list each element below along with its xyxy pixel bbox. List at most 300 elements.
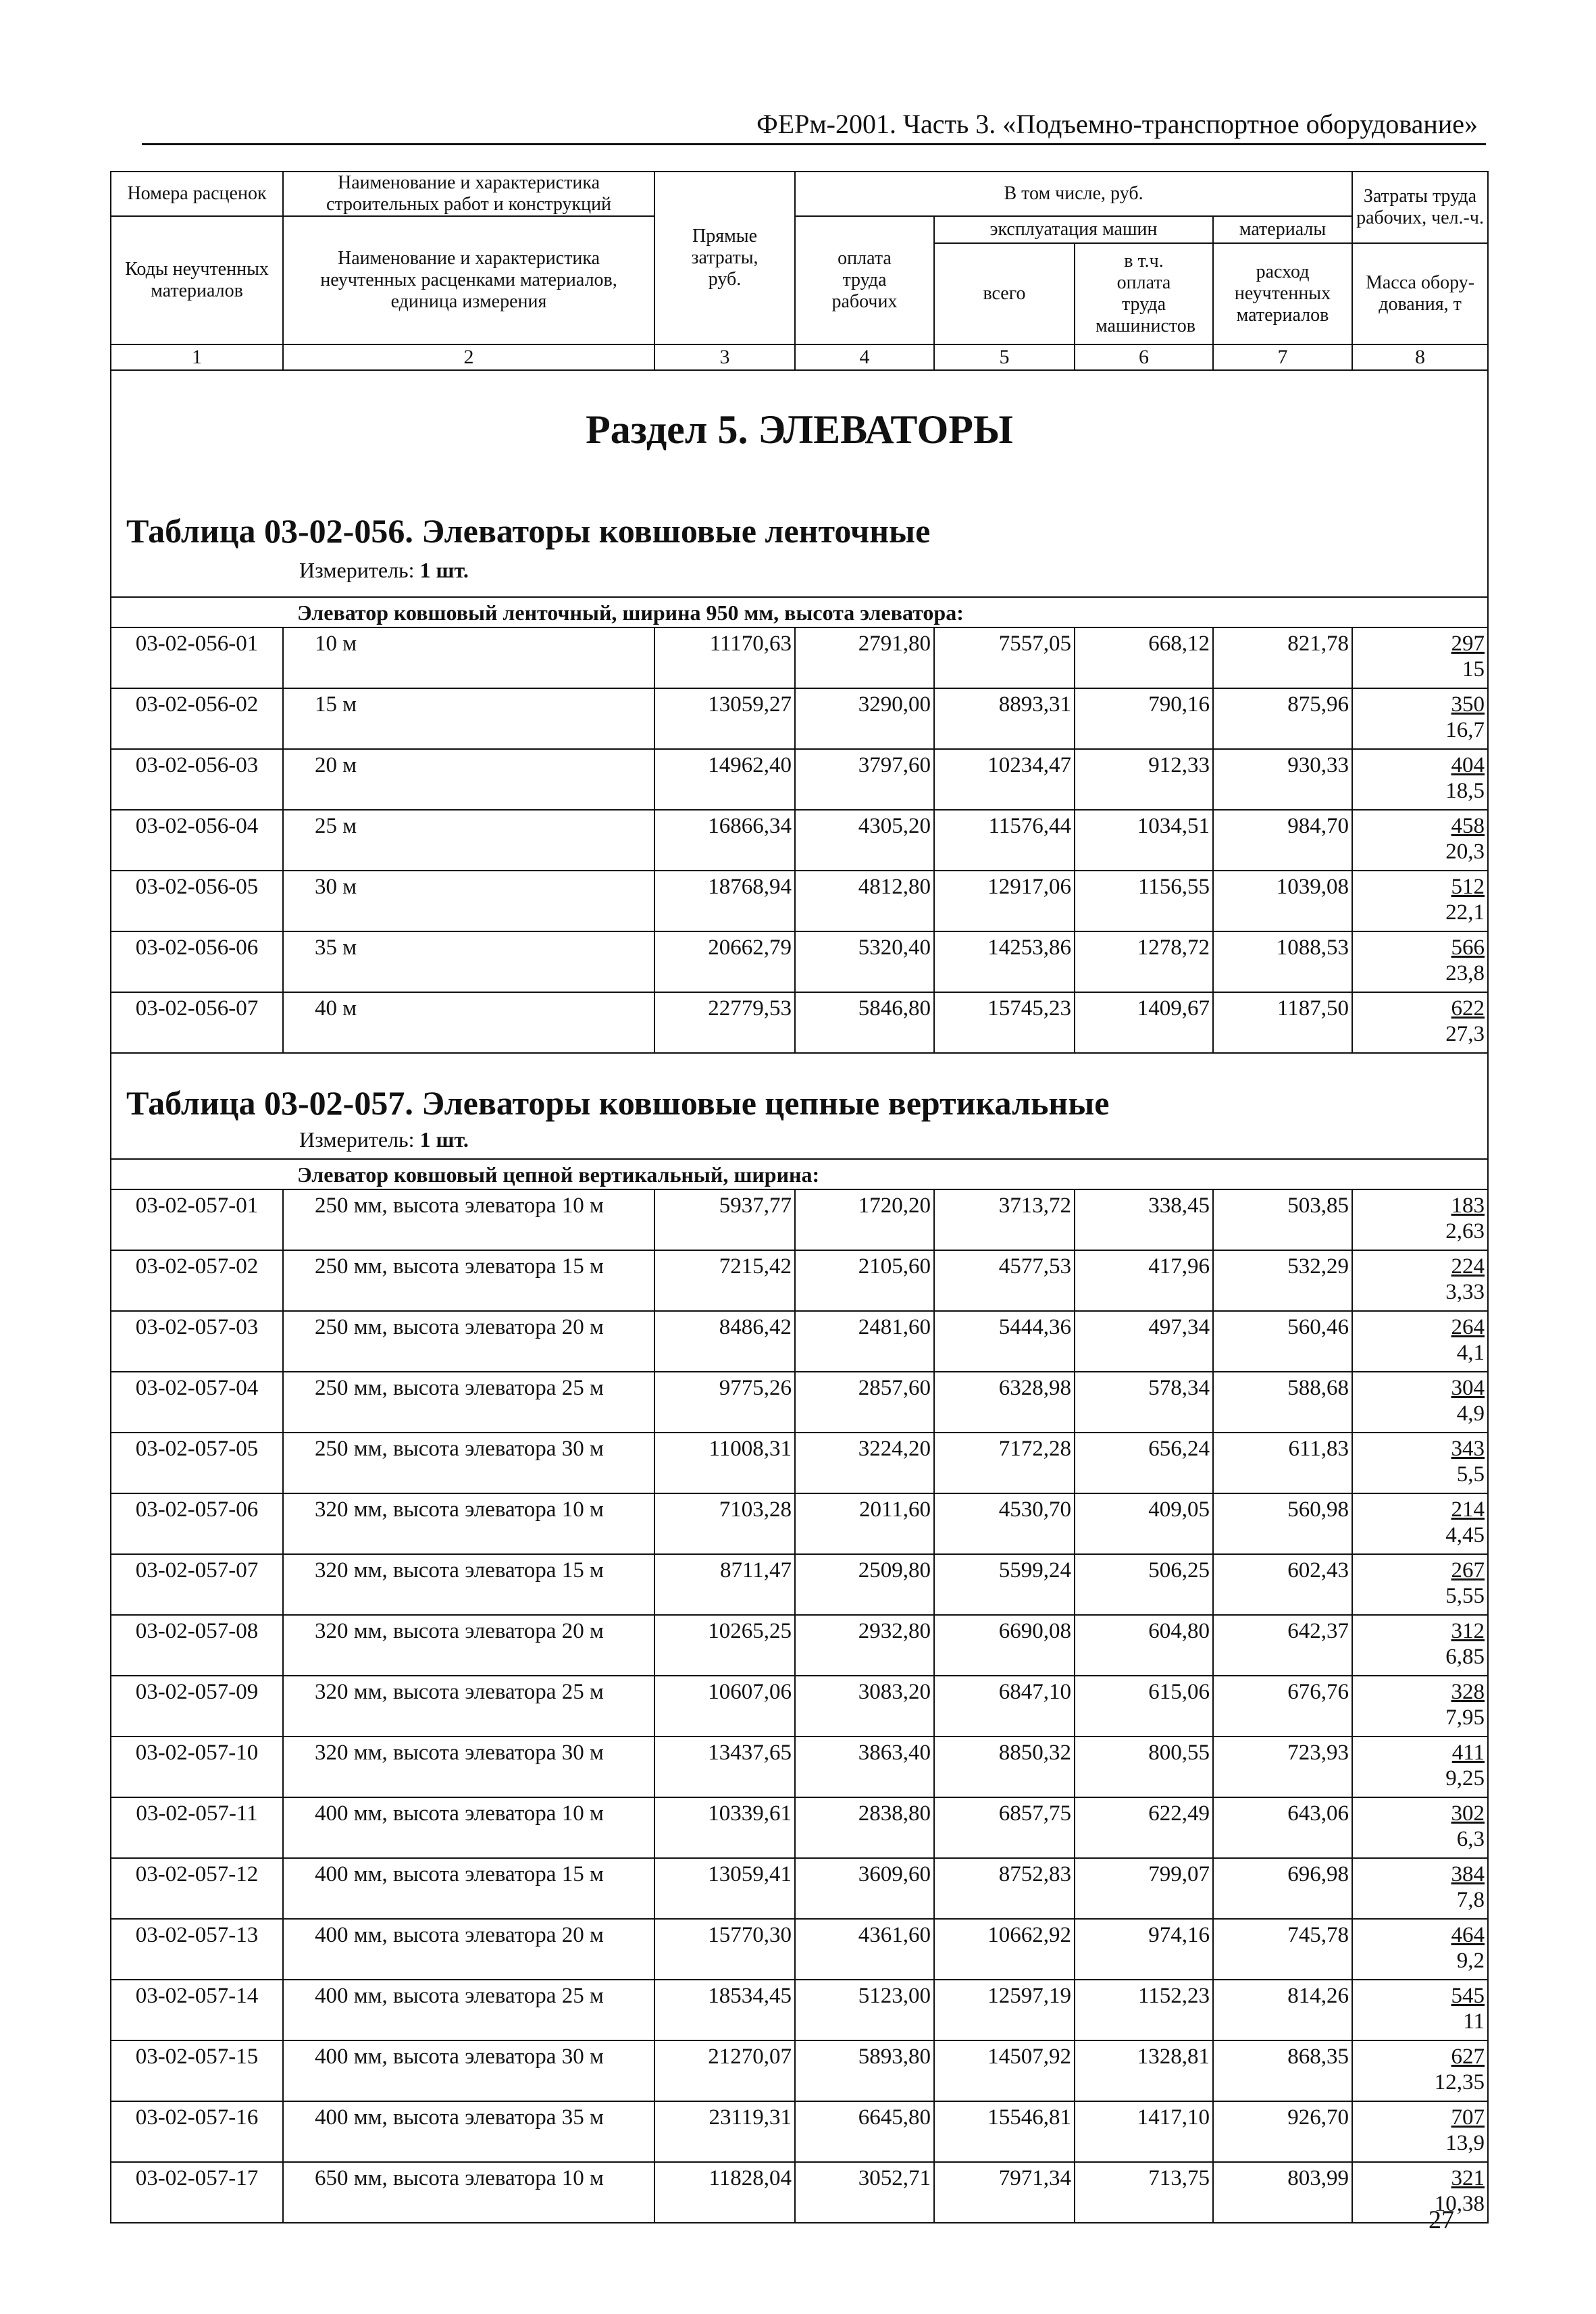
- equipment-mass: 13,9: [1445, 2131, 1485, 2155]
- machines-total: 14507,92: [934, 2040, 1075, 2101]
- rate-code: 03-02-057-06: [111, 1493, 283, 1554]
- labor-hours-and-mass: [1352, 1919, 1488, 1980]
- labor-pay: 2857,60: [795, 1372, 934, 1433]
- table-row: [111, 2162, 1488, 2223]
- machinist-pay: 615,06: [1075, 1676, 1213, 1737]
- direct-costs: 13059,41: [654, 1858, 795, 1919]
- labor-pay: 2481,60: [795, 1311, 934, 1372]
- machinist-pay: 800,55: [1075, 1737, 1213, 1797]
- equipment-mass: 6,3: [1456, 1827, 1485, 1851]
- col-machines-header: эксплуатация машин: [934, 216, 1213, 243]
- work-name: 25 м: [283, 810, 654, 871]
- machines-total: 5599,24: [934, 1554, 1075, 1615]
- labor-pay: 4361,60: [795, 1919, 934, 1980]
- rate-code: 03-02-056-06: [111, 931, 283, 992]
- labor-hours: 264: [1451, 1315, 1485, 1339]
- equipment-mass: 6,85: [1445, 1645, 1485, 1669]
- machines-total: 12597,19: [934, 1980, 1075, 2040]
- direct-costs: 8711,47: [654, 1554, 795, 1615]
- materials-cost: 1187,50: [1213, 992, 1352, 1053]
- col-number: 3: [654, 344, 795, 370]
- table-row: [111, 992, 1488, 1053]
- work-name: 250 мм, высота элеватора 30 м: [283, 1433, 654, 1493]
- labor-pay: 1720,20: [795, 1189, 934, 1250]
- work-name: 320 мм, высота элеватора 10 м: [283, 1493, 654, 1554]
- col-number: 1: [111, 344, 283, 370]
- rate-code: 03-02-056-07: [111, 992, 283, 1053]
- machinist-pay: 799,07: [1075, 1858, 1213, 1919]
- table-row: [111, 810, 1488, 871]
- table-row: [111, 2040, 1488, 2101]
- machines-total: 10662,92: [934, 1919, 1075, 1980]
- equipment-mass: 7,95: [1445, 1705, 1485, 1730]
- rate-code: 03-02-057-10: [111, 1737, 283, 1797]
- rate-code: 03-02-057-16: [111, 2101, 283, 2162]
- equipment-mass: 20,3: [1445, 840, 1485, 864]
- table-2-group-heading: Элеватор ковшовый цепной вертикальный, ширина:: [111, 1159, 1488, 1189]
- materials-cost: 1039,08: [1213, 871, 1352, 931]
- equipment-mass: 4,1: [1456, 1341, 1485, 1365]
- labor-hours: 312: [1451, 1619, 1485, 1643]
- direct-costs: 13437,65: [654, 1737, 795, 1797]
- table-row: [111, 871, 1488, 931]
- labor-hours-and-mass: [1352, 1311, 1488, 1372]
- equipment-mass: 12,35: [1434, 2070, 1485, 2094]
- machines-total: 6690,08: [934, 1615, 1075, 1676]
- equipment-mass: 9,25: [1445, 1766, 1485, 1791]
- table-1-title: Таблица 03-02-056. Элеваторы ковшовые ленточные: [126, 512, 931, 550]
- machines-total: 4577,53: [934, 1250, 1075, 1311]
- rate-code: 03-02-057-11: [111, 1797, 283, 1858]
- direct-costs: 11170,63: [654, 627, 795, 688]
- running-header: [142, 108, 1486, 145]
- direct-costs: 10339,61: [654, 1797, 795, 1858]
- work-name: 320 мм, высота элеватора 20 м: [283, 1615, 654, 1676]
- labor-hours-and-mass: [1352, 2162, 1488, 2223]
- materials-cost: 930,33: [1213, 749, 1352, 810]
- labor-pay: 3083,20: [795, 1676, 934, 1737]
- labor-pay: 5320,40: [795, 931, 934, 992]
- work-name: 400 мм, высота элеватора 15 м: [283, 1858, 654, 1919]
- machines-total: 5444,36: [934, 1311, 1075, 1372]
- work-name: 10 м: [283, 627, 654, 688]
- labor-hours-and-mass: [1352, 1737, 1488, 1797]
- labor-hours: 304: [1451, 1376, 1485, 1400]
- labor-hours: 707: [1451, 2105, 1485, 2130]
- equipment-mass: 7,8: [1456, 1888, 1485, 1912]
- materials-cost: 984,70: [1213, 810, 1352, 871]
- col-direct-costs-header: Прямые затраты, руб.: [654, 172, 795, 344]
- machines-total: 8850,32: [934, 1737, 1075, 1797]
- direct-costs: 7103,28: [654, 1493, 795, 1554]
- work-name: 400 мм, высота элеватора 30 м: [283, 2040, 654, 2101]
- labor-pay: 3052,71: [795, 2162, 934, 2223]
- machines-total: 6847,10: [934, 1676, 1075, 1737]
- labor-hours-and-mass: [1352, 1554, 1488, 1615]
- labor-hours: 183: [1451, 1193, 1485, 1218]
- table-2-caption: [111, 1053, 1488, 1159]
- labor-hours-and-mass: [1352, 1676, 1488, 1737]
- labor-hours: 297: [1451, 632, 1485, 656]
- work-name: 650 мм, высота элеватора 10 м: [283, 2162, 654, 2223]
- table-row: [111, 1493, 1488, 1554]
- labor-hours: 321: [1451, 2166, 1485, 2190]
- labor-hours-and-mass: [1352, 1858, 1488, 1919]
- rate-code: 03-02-057-09: [111, 1676, 283, 1737]
- table-2-unit: [299, 1127, 469, 1152]
- labor-hours: 458: [1451, 814, 1485, 838]
- labor-hours: 512: [1451, 875, 1485, 899]
- rate-code: 03-02-056-01: [111, 627, 283, 688]
- work-name: 35 м: [283, 931, 654, 992]
- machines-total: 7557,05: [934, 627, 1075, 688]
- materials-cost: 611,83: [1213, 1433, 1352, 1493]
- equipment-mass: 4,45: [1445, 1523, 1485, 1547]
- materials-cost: 532,29: [1213, 1250, 1352, 1311]
- labor-hours-and-mass: [1352, 931, 1488, 992]
- col-machines-total-header: всего: [934, 243, 1075, 344]
- machines-total: 15546,81: [934, 2101, 1075, 2162]
- machinist-pay: 1328,81: [1075, 2040, 1213, 2101]
- equipment-mass: 3,33: [1445, 1280, 1485, 1304]
- equipment-mass: 5,55: [1445, 1584, 1485, 1608]
- direct-costs: 7215,42: [654, 1250, 795, 1311]
- labor-hours-and-mass: [1352, 1189, 1488, 1250]
- machinist-pay: 622,49: [1075, 1797, 1213, 1858]
- table-row: [111, 1433, 1488, 1493]
- direct-costs: 9775,26: [654, 1372, 795, 1433]
- labor-pay: 2011,60: [795, 1493, 934, 1554]
- machines-total: 10234,47: [934, 749, 1075, 810]
- labor-hours-and-mass: [1352, 1980, 1488, 2040]
- labor-hours: 545: [1451, 1984, 1485, 2008]
- machinist-pay: 1417,10: [1075, 2101, 1213, 2162]
- col-equipment-mass-header: Масса обору-дования, т: [1352, 243, 1488, 344]
- machines-total: 4530,70: [934, 1493, 1075, 1554]
- materials-cost: 926,70: [1213, 2101, 1352, 2162]
- machinist-pay: 1409,67: [1075, 992, 1213, 1053]
- machines-total: 7172,28: [934, 1433, 1075, 1493]
- col-material-codes-header: Коды неучтенных материалов: [111, 216, 283, 344]
- labor-pay: 3797,60: [795, 749, 934, 810]
- machinist-pay: 1034,51: [1075, 810, 1213, 871]
- work-name: 20 м: [283, 749, 654, 810]
- work-name: 320 мм, высота элеватора 30 м: [283, 1737, 654, 1797]
- direct-costs: 11008,31: [654, 1433, 795, 1493]
- unit-value: 1 шт.: [419, 1127, 469, 1152]
- machinist-pay: 604,80: [1075, 1615, 1213, 1676]
- materials-cost: 560,98: [1213, 1493, 1352, 1554]
- labor-pay: 3863,40: [795, 1737, 934, 1797]
- machines-total: 3713,72: [934, 1189, 1075, 1250]
- labor-pay: 2791,80: [795, 627, 934, 688]
- labor-pay: 4305,20: [795, 810, 934, 871]
- table-1-body: [111, 627, 1488, 1053]
- materials-cost: 503,85: [1213, 1189, 1352, 1250]
- equipment-mass: 11: [1463, 2009, 1485, 2034]
- col-unaccounted-materials-header: расход неучтенных материалов: [1213, 243, 1352, 344]
- col-labor-hours-header: Затраты труда рабочих, чел.-ч.: [1352, 172, 1488, 243]
- direct-costs: 21270,07: [654, 2040, 795, 2101]
- labor-hours-and-mass: [1352, 1615, 1488, 1676]
- machines-total: 7971,34: [934, 2162, 1075, 2223]
- table-row: [111, 931, 1488, 992]
- work-name: 320 мм, высота элеватора 25 м: [283, 1676, 654, 1737]
- labor-pay: 2838,80: [795, 1797, 934, 1858]
- machinist-pay: 497,34: [1075, 1311, 1213, 1372]
- materials-cost: 868,35: [1213, 2040, 1352, 2101]
- materials-cost: 723,93: [1213, 1737, 1352, 1797]
- materials-cost: 821,78: [1213, 627, 1352, 688]
- col-materials-header: материалы: [1213, 216, 1352, 243]
- machines-total: 6857,75: [934, 1797, 1075, 1858]
- labor-pay: 3609,60: [795, 1858, 934, 1919]
- machinist-pay: 656,24: [1075, 1433, 1213, 1493]
- machinist-pay: 668,12: [1075, 627, 1213, 688]
- direct-costs: 8486,42: [654, 1311, 795, 1372]
- labor-hours-and-mass: [1352, 992, 1488, 1053]
- equipment-mass: 27,3: [1445, 1022, 1485, 1046]
- equipment-mass: 4,9: [1456, 1402, 1485, 1426]
- labor-hours: 224: [1451, 1254, 1485, 1279]
- rate-code: 03-02-057-01: [111, 1189, 283, 1250]
- materials-cost: 602,43: [1213, 1554, 1352, 1615]
- col-machinist-pay-header: в т.ч. оплата труда машинистов: [1075, 243, 1213, 344]
- rate-code: 03-02-056-03: [111, 749, 283, 810]
- work-name: 320 мм, высота элеватора 15 м: [283, 1554, 654, 1615]
- rate-code: 03-02-057-03: [111, 1311, 283, 1372]
- col-number: 7: [1213, 344, 1352, 370]
- rate-code: 03-02-056-05: [111, 871, 283, 931]
- table-row: [111, 1858, 1488, 1919]
- table-row: [111, 2101, 1488, 2162]
- work-name: 250 мм, высота элеватора 15 м: [283, 1250, 654, 1311]
- labor-hours-and-mass: [1352, 688, 1488, 749]
- materials-cost: 745,78: [1213, 1919, 1352, 1980]
- table-row: [111, 1797, 1488, 1858]
- rate-code: 03-02-057-17: [111, 2162, 283, 2223]
- work-name: 250 мм, высота элеватора 20 м: [283, 1311, 654, 1372]
- machinist-pay: 790,16: [1075, 688, 1213, 749]
- labor-hours: 302: [1451, 1801, 1485, 1826]
- table-row: [111, 1980, 1488, 2040]
- machinist-pay: 1156,55: [1075, 871, 1213, 931]
- materials-cost: 696,98: [1213, 1858, 1352, 1919]
- col-work-name-header: Наименование и характеристика строительных работ и конструкций: [283, 172, 654, 216]
- machinist-pay: 912,33: [1075, 749, 1213, 810]
- page-number: 27: [1428, 2206, 1454, 2234]
- equipment-mass: 18,5: [1445, 779, 1485, 803]
- table-row: [111, 1615, 1488, 1676]
- machines-total: 6328,98: [934, 1372, 1075, 1433]
- machinist-pay: 338,45: [1075, 1189, 1213, 1250]
- unit-label: Измеритель:: [299, 1127, 415, 1152]
- machines-total: 14253,86: [934, 931, 1075, 992]
- table-row: [111, 1189, 1488, 1250]
- direct-costs: 5937,77: [654, 1189, 795, 1250]
- col-number: 2: [283, 344, 654, 370]
- machines-total: 15745,23: [934, 992, 1075, 1053]
- labor-hours: 350: [1451, 692, 1485, 717]
- table-row: [111, 1737, 1488, 1797]
- table-row: [111, 1372, 1488, 1433]
- materials-cost: 642,37: [1213, 1615, 1352, 1676]
- materials-cost: 875,96: [1213, 688, 1352, 749]
- labor-hours: 384: [1451, 1862, 1485, 1886]
- col-rate-numbers-header: Номера расценок: [111, 172, 283, 216]
- labor-pay: 3290,00: [795, 688, 934, 749]
- labor-hours: 627: [1451, 2045, 1485, 2069]
- machinist-pay: 578,34: [1075, 1372, 1213, 1433]
- work-name: 250 мм, высота элеватора 10 м: [283, 1189, 654, 1250]
- col-material-name-header: Наименование и характеристика неучтенных расценками материалов, единица измерения: [283, 216, 654, 344]
- section-header: [111, 370, 1488, 510]
- rate-code: 03-02-056-04: [111, 810, 283, 871]
- direct-costs: 22779,53: [654, 992, 795, 1053]
- labor-hours-and-mass: [1352, 1372, 1488, 1433]
- direct-costs: 18768,94: [654, 871, 795, 931]
- section-title: Раздел 5. ЭЛЕВАТОРЫ: [586, 407, 1013, 452]
- table-row: [111, 1676, 1488, 1737]
- col-number: 5: [934, 344, 1075, 370]
- table-1-caption: [111, 510, 1488, 597]
- work-name: 400 мм, высота элеватора 20 м: [283, 1919, 654, 1980]
- rates-table: [110, 171, 1489, 2223]
- work-name: 15 м: [283, 688, 654, 749]
- equipment-mass: 23,8: [1445, 961, 1485, 985]
- labor-hours: 464: [1451, 1923, 1485, 1947]
- machinist-pay: 1278,72: [1075, 931, 1213, 992]
- unit-label: Измеритель:: [299, 558, 415, 582]
- rate-code: 03-02-057-13: [111, 1919, 283, 1980]
- machines-total: 12917,06: [934, 871, 1075, 931]
- labor-hours-and-mass: [1352, 627, 1488, 688]
- table-1-unit: [299, 557, 469, 583]
- machinist-pay: 506,25: [1075, 1554, 1213, 1615]
- labor-hours-and-mass: [1352, 810, 1488, 871]
- labor-pay: 5893,80: [795, 2040, 934, 2101]
- labor-hours-and-mass: [1352, 749, 1488, 810]
- labor-pay: 6645,80: [795, 2101, 934, 2162]
- machines-total: 11576,44: [934, 810, 1075, 871]
- labor-hours: 328: [1451, 1680, 1485, 1704]
- direct-costs: 10607,06: [654, 1676, 795, 1737]
- table-row: [111, 1554, 1488, 1615]
- labor-pay: 2105,60: [795, 1250, 934, 1311]
- direct-costs: 18534,45: [654, 1980, 795, 2040]
- table-1-group-heading: Элеватор ковшовый ленточный, ширина 950 мм, высота элеватора:: [111, 597, 1488, 627]
- labor-hours-and-mass: [1352, 1250, 1488, 1311]
- equipment-mass: 9,2: [1456, 1949, 1485, 1973]
- equipment-mass: 16,7: [1445, 718, 1485, 742]
- machinist-pay: 974,16: [1075, 1919, 1213, 1980]
- labor-pay: 5846,80: [795, 992, 934, 1053]
- direct-costs: 13059,27: [654, 688, 795, 749]
- labor-hours: 267: [1451, 1558, 1485, 1583]
- labor-hours-and-mass: [1352, 1433, 1488, 1493]
- materials-cost: 588,68: [1213, 1372, 1352, 1433]
- direct-costs: 16866,34: [654, 810, 795, 871]
- table-row: [111, 1311, 1488, 1372]
- table-2-body: [111, 1189, 1488, 2223]
- machinist-pay: 417,96: [1075, 1250, 1213, 1311]
- table-row: [111, 749, 1488, 810]
- materials-cost: 676,76: [1213, 1676, 1352, 1737]
- labor-hours-and-mass: [1352, 2040, 1488, 2101]
- labor-pay: 5123,00: [795, 1980, 934, 2040]
- rate-code: 03-02-057-14: [111, 1980, 283, 2040]
- machinist-pay: 409,05: [1075, 1493, 1213, 1554]
- col-labor-pay-header: оплата труда рабочих: [795, 216, 934, 344]
- direct-costs: 23119,31: [654, 2101, 795, 2162]
- materials-cost: 560,46: [1213, 1311, 1352, 1372]
- rate-code: 03-02-057-07: [111, 1554, 283, 1615]
- labor-pay: 2509,80: [795, 1554, 934, 1615]
- col-number: 4: [795, 344, 934, 370]
- direct-costs: 20662,79: [654, 931, 795, 992]
- labor-pay: 4812,80: [795, 871, 934, 931]
- running-header-text: ФЕРм-2001. Часть 3. «Подъемно-транспортное оборудование»: [756, 109, 1478, 139]
- labor-hours: 566: [1451, 935, 1485, 960]
- work-name: 400 мм, высота элеватора 10 м: [283, 1797, 654, 1858]
- table-row: [111, 627, 1488, 688]
- direct-costs: 10265,25: [654, 1615, 795, 1676]
- equipment-mass: 22,1: [1445, 900, 1485, 925]
- equipment-mass: 2,63: [1445, 1219, 1485, 1243]
- work-name: 400 мм, высота элеватора 35 м: [283, 2101, 654, 2162]
- labor-hours: 411: [1451, 1741, 1485, 1765]
- work-name: 30 м: [283, 871, 654, 931]
- unit-value: 1 шт.: [419, 558, 469, 582]
- rate-code: 03-02-057-12: [111, 1858, 283, 1919]
- rates-document: [110, 171, 1487, 2223]
- direct-costs: 14962,40: [654, 749, 795, 810]
- rate-code: 03-02-057-04: [111, 1372, 283, 1433]
- work-name: 40 м: [283, 992, 654, 1053]
- materials-cost: 1088,53: [1213, 931, 1352, 992]
- machines-total: 8752,83: [934, 1858, 1075, 1919]
- table-row: [111, 1250, 1488, 1311]
- materials-cost: 643,06: [1213, 1797, 1352, 1858]
- labor-hours: 214: [1451, 1497, 1485, 1522]
- col-number: 8: [1352, 344, 1488, 370]
- labor-hours: 343: [1451, 1437, 1485, 1461]
- table-row: [111, 1919, 1488, 1980]
- rate-code: 03-02-057-05: [111, 1433, 283, 1493]
- equipment-mass: 10,38: [1434, 2192, 1485, 2216]
- direct-costs: 11828,04: [654, 2162, 795, 2223]
- work-name: 400 мм, высота элеватора 25 м: [283, 1980, 654, 2040]
- labor-hours-and-mass: [1352, 1797, 1488, 1858]
- machines-total: 8893,31: [934, 688, 1075, 749]
- labor-hours: 404: [1451, 753, 1485, 777]
- labor-hours-and-mass: [1352, 1493, 1488, 1554]
- machinist-pay: 713,75: [1075, 2162, 1213, 2223]
- labor-hours: 622: [1451, 996, 1485, 1021]
- table-2-title: Таблица 03-02-057. Элеваторы ковшовые цепные вертикальные: [126, 1084, 1110, 1122]
- table-row: [111, 688, 1488, 749]
- rate-code: 03-02-057-15: [111, 2040, 283, 2101]
- rate-code: 03-02-056-02: [111, 688, 283, 749]
- labor-pay: 2932,80: [795, 1615, 934, 1676]
- equipment-mass: 15: [1462, 657, 1485, 682]
- work-name: 250 мм, высота элеватора 25 м: [283, 1372, 654, 1433]
- equipment-mass: 5,5: [1456, 1462, 1485, 1487]
- col-including-header: В том числе, руб.: [795, 172, 1352, 216]
- materials-cost: 803,99: [1213, 2162, 1352, 2223]
- col-number: 6: [1075, 344, 1213, 370]
- labor-hours-and-mass: [1352, 2101, 1488, 2162]
